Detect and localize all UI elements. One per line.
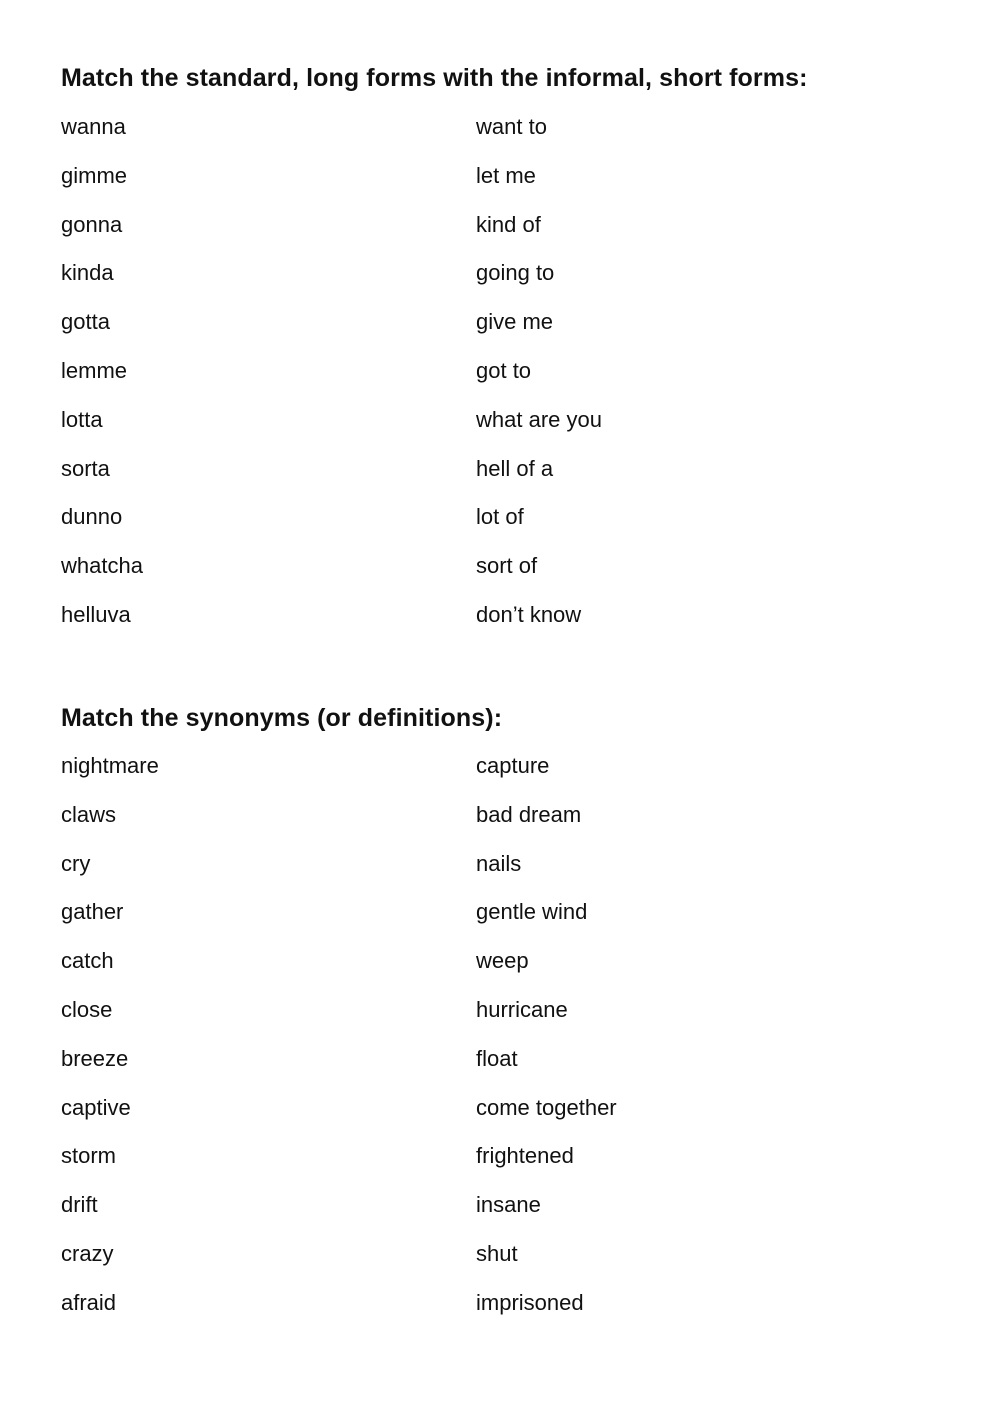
short-form: gotta <box>61 309 110 335</box>
match-row <box>61 946 941 995</box>
short-form: gonna <box>61 211 123 237</box>
synonym: frightened <box>476 1143 574 1169</box>
short-form: sorta <box>61 455 110 481</box>
long-form: don’t know <box>476 601 582 627</box>
long-form: kind of <box>476 211 541 237</box>
match-row <box>61 1288 941 1337</box>
word: breeze <box>61 1045 129 1071</box>
short-form: wanna <box>61 114 126 139</box>
match-row <box>61 356 941 405</box>
long-form: what are you <box>476 406 602 432</box>
synonym: come together <box>476 1094 617 1120</box>
word: cry <box>61 850 91 876</box>
word: close <box>61 996 113 1022</box>
match-row <box>61 112 941 161</box>
synonyms-section <box>61 700 941 1337</box>
section-heading: Match the standard, long forms with the informal, short forms: <box>61 64 808 92</box>
match-row <box>61 405 941 454</box>
synonym: float <box>476 1045 518 1071</box>
match-row <box>61 502 941 551</box>
word: captive <box>61 1094 131 1120</box>
synonym: capture <box>476 753 550 778</box>
short-form: gimme <box>61 162 128 188</box>
match-row <box>61 1141 941 1190</box>
short-form: lotta <box>61 406 103 432</box>
match-row <box>61 600 941 649</box>
short-form: dunno <box>61 504 123 530</box>
informal-forms-section <box>61 60 941 649</box>
match-row <box>61 849 941 898</box>
long-form: lot of <box>476 504 524 530</box>
match-list <box>61 112 941 649</box>
long-form: want to <box>476 114 547 139</box>
match-row <box>61 1239 941 1288</box>
match-row <box>61 307 941 356</box>
synonym: shut <box>476 1240 518 1266</box>
synonym: weep <box>476 948 529 974</box>
match-row <box>61 1044 941 1093</box>
synonym: nails <box>476 850 522 876</box>
match-row <box>61 751 941 800</box>
match-row <box>61 800 941 849</box>
word: drift <box>61 1192 98 1218</box>
match-row <box>61 995 941 1044</box>
match-list <box>61 751 941 1337</box>
match-row <box>61 454 941 503</box>
word: storm <box>61 1143 116 1169</box>
match-row <box>61 258 941 307</box>
long-form: sort of <box>476 553 538 579</box>
match-row <box>61 210 941 259</box>
section-heading: Match the synonyms (or definitions): <box>61 704 503 732</box>
long-form: let me <box>476 162 536 188</box>
short-form: helluva <box>61 601 131 627</box>
word: afraid <box>61 1289 117 1315</box>
long-form: hell of a <box>476 455 554 481</box>
word: nightmare <box>61 753 159 778</box>
synonym: hurricane <box>476 996 568 1022</box>
match-row <box>61 1190 941 1239</box>
short-form: whatcha <box>61 553 143 579</box>
synonym: bad dream <box>476 801 582 827</box>
long-form: got to <box>476 357 532 383</box>
synonym: gentle wind <box>476 899 588 925</box>
short-form: lemme <box>61 357 128 383</box>
match-row <box>61 551 941 600</box>
short-form: kinda <box>61 260 114 286</box>
word: catch <box>61 948 114 974</box>
word: crazy <box>61 1240 114 1266</box>
word: gather <box>61 899 124 925</box>
match-row <box>61 161 941 210</box>
long-form: give me <box>476 309 554 335</box>
word: claws <box>61 801 117 827</box>
match-row <box>61 897 941 946</box>
synonym: insane <box>476 1192 541 1218</box>
match-row <box>61 1093 941 1142</box>
long-form: going to <box>476 260 555 286</box>
synonym: imprisoned <box>476 1289 584 1315</box>
